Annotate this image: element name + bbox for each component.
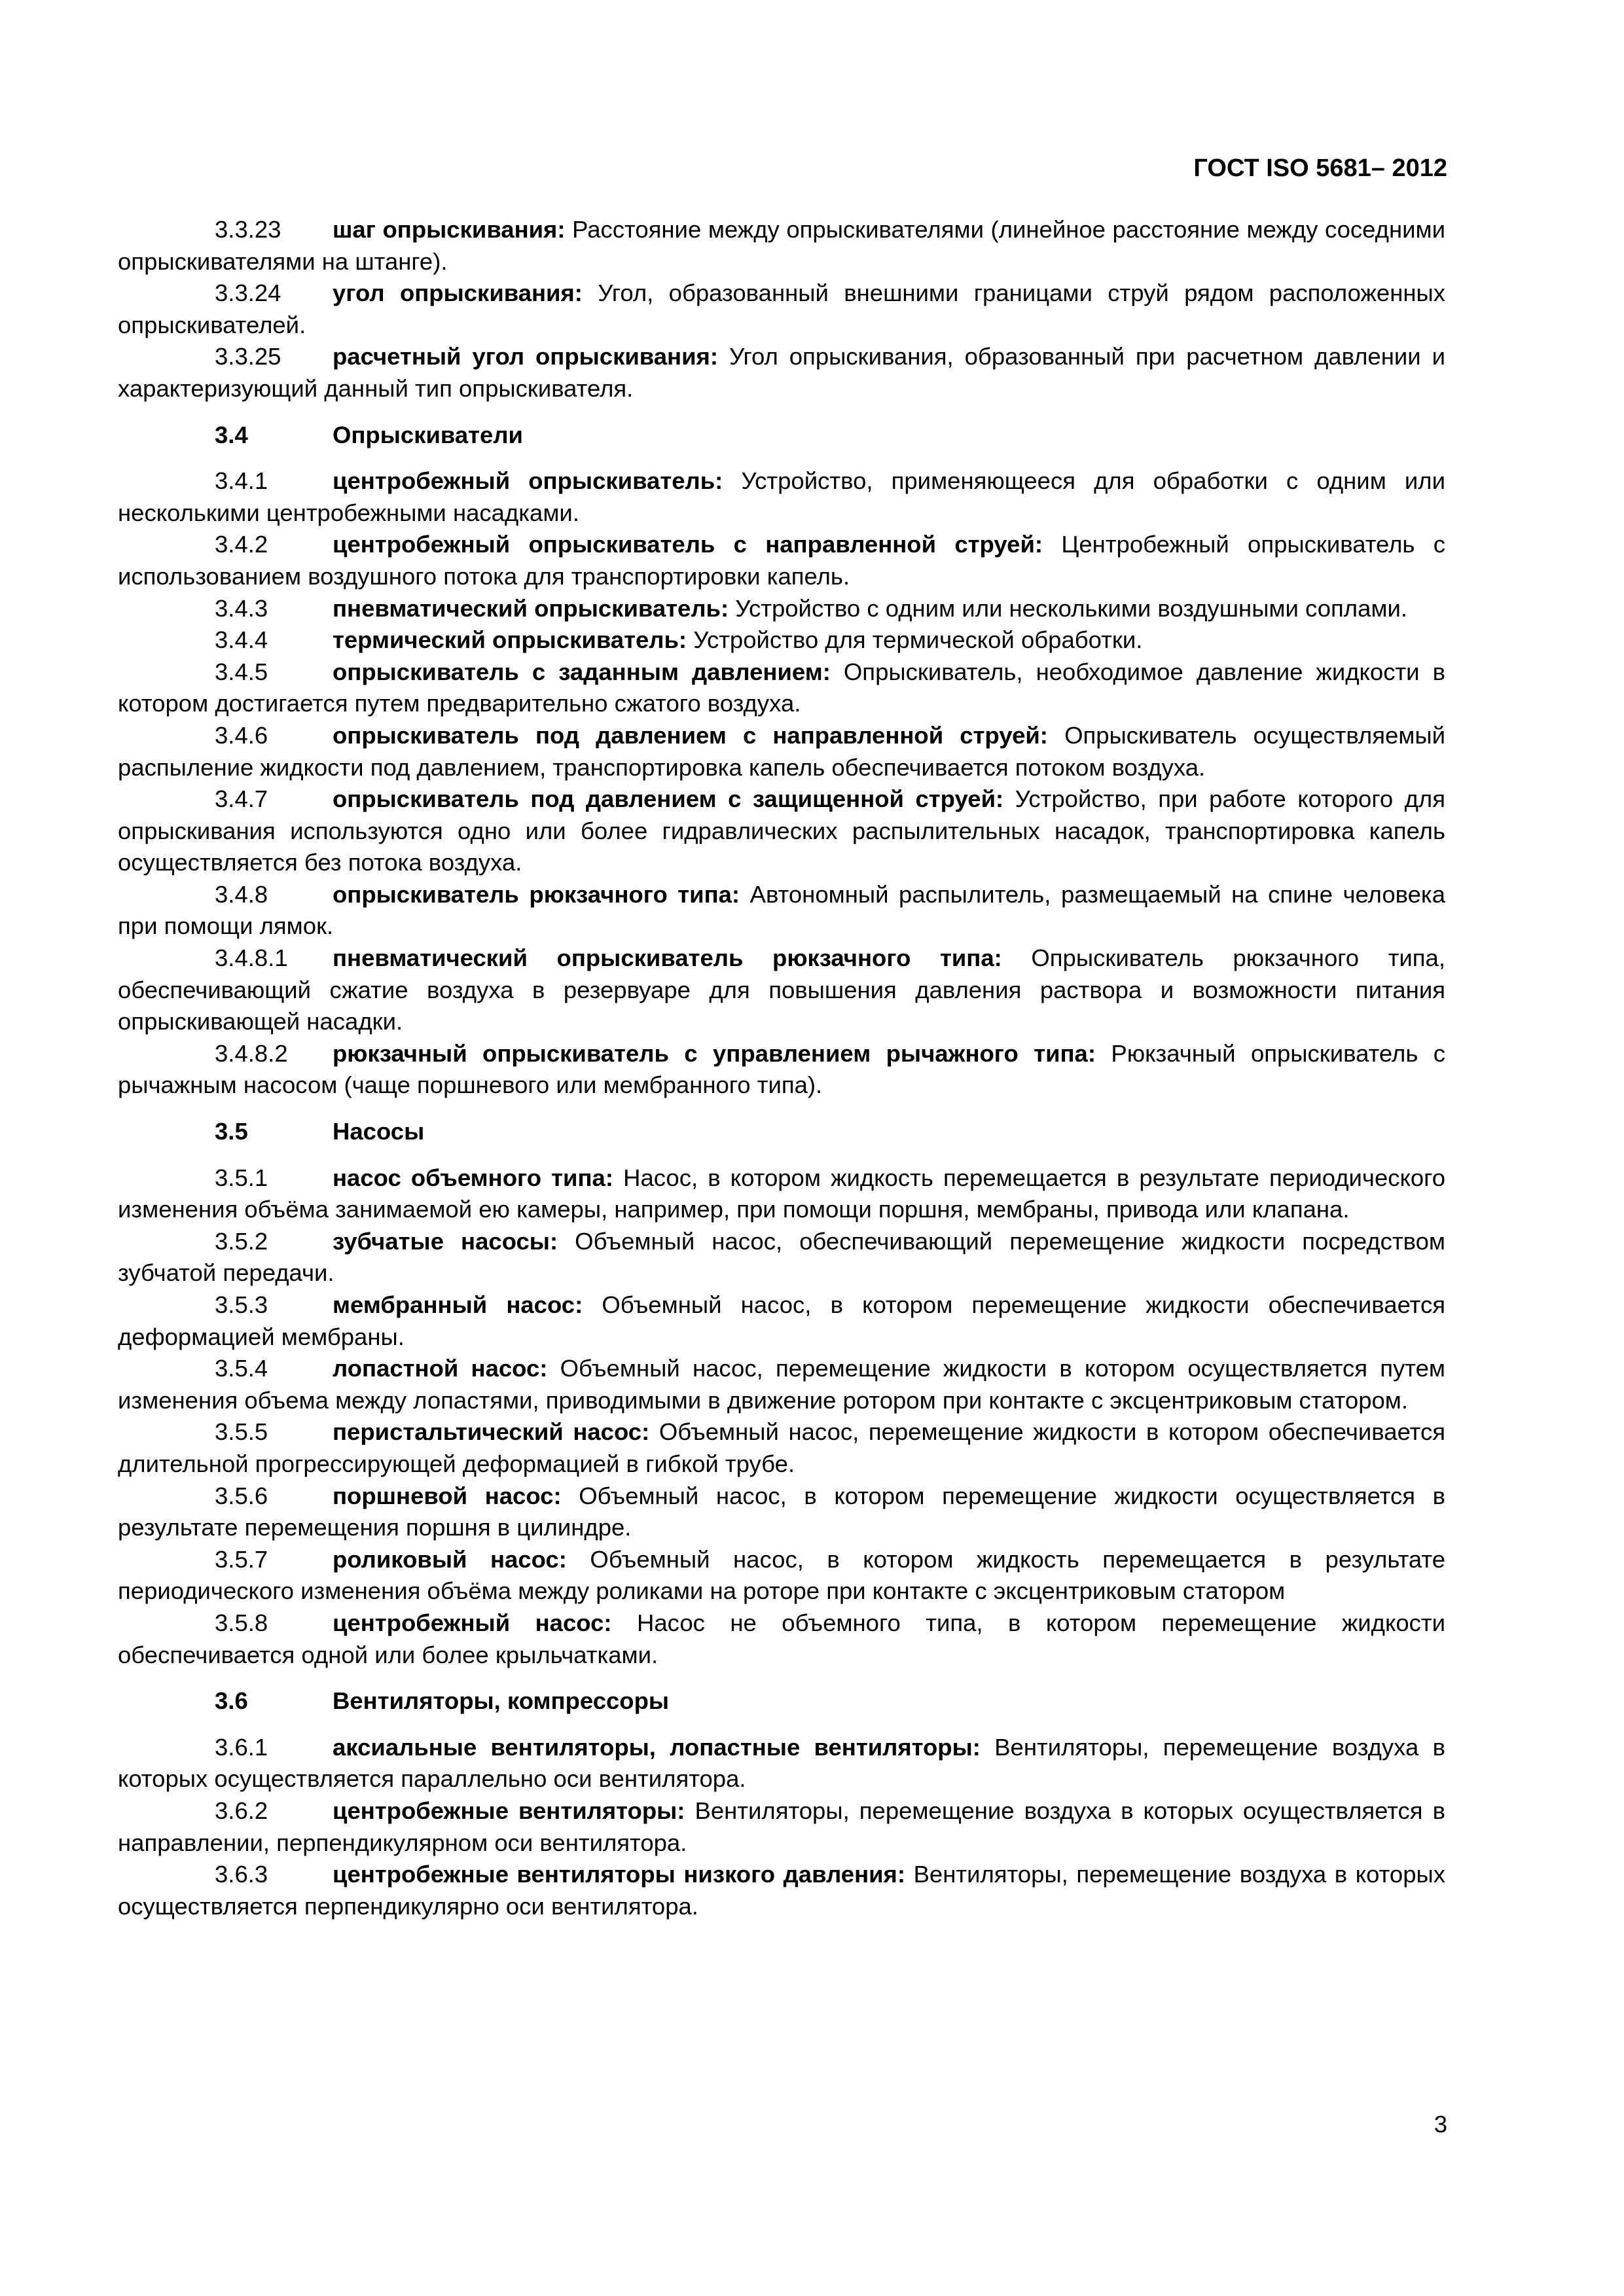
definition-entry — [118, 656, 1445, 720]
entry-definition: Вентиляторы, перемещение воздуха в которых осуществляется перпендикулярно оси вентилятора. — [118, 1861, 1445, 1920]
entry-number: 3.3.25 — [215, 343, 281, 370]
entry-term: центробежный опрыскиватель с направленной струей: — [333, 531, 1043, 558]
page-number: 3 — [1434, 2111, 1447, 2138]
document-header-id: ГОСТ ISO 5681– 2012 — [1193, 154, 1447, 182]
definition-entry — [118, 624, 1445, 656]
entry-term: центробежный опрыскиватель: — [333, 467, 723, 495]
entry-definition: Объемный насос, в котором жидкость перемещается в результате периодического изменения объёма между роликами на роторе при контакте с эксцентриковым статором — [118, 1545, 1445, 1605]
entry-number: 3.4.1 — [215, 467, 268, 495]
entry-number: 3.5.1 — [215, 1164, 268, 1191]
definition-entry — [118, 1480, 1445, 1544]
entry-number: 3.5.7 — [215, 1545, 268, 1573]
entry-definition: Угол, образованный внешними границами струй рядом расположенных опрыскивателей. — [118, 279, 1445, 338]
entry-definition: Расстояние между опрыскивателями (линейное расстояние между соседними опрыскивателями на штанге). — [118, 216, 1445, 275]
entry-definition: Объемный насос, в котором перемещение жидкости осуществляется в результате перемещения поршня в цилиндре. — [118, 1482, 1445, 1541]
definition-entry — [118, 879, 1445, 942]
definition-entry — [118, 465, 1445, 529]
definition-entry — [118, 1038, 1445, 1102]
section-heading — [118, 1116, 1445, 1148]
entry-term: роликовый насос: — [333, 1545, 567, 1573]
section-heading — [118, 420, 1445, 452]
definition-entry — [118, 720, 1445, 783]
entry-term: опрыскиватель под давлением с защищенной струей: — [333, 785, 1004, 813]
entry-term: пневматический опрыскиватель: — [333, 594, 729, 622]
entry-definition: Вентиляторы, перемещение воздуха в которых осуществляется в направлении, перпендикулярном оси вентилятора. — [118, 1797, 1445, 1856]
entry-number: 3.5.4 — [215, 1355, 268, 1382]
entry-term: опрыскиватель под давлением с направленной струей: — [333, 721, 1048, 749]
entry-term: расчетный угол опрыскивания: — [333, 343, 718, 370]
entry-definition: Центробежный опрыскиватель с использованием воздушного потока для транспортировки капель. — [118, 531, 1446, 590]
entry-definition: Устройство для термической обработки. — [687, 626, 1143, 654]
entry-number: 3.4.8 — [215, 880, 268, 908]
definition-entry — [118, 214, 1445, 278]
entry-definition: Устройство, при работе которого для опрыскивания используются одно или более гидравлических распылительных насадок, транспортировка капель осуществляется без потока воздуха. — [118, 785, 1445, 876]
entry-number: 3.5.5 — [215, 1418, 268, 1446]
entry-term: центробежный насос: — [333, 1609, 612, 1636]
entry-number: 3.4.8.1 — [215, 944, 288, 972]
entry-definition: Объемный насос, перемещение жидкости в котором обеспечивается длительной прогрессирующей деформацией в гибкой трубе. — [118, 1418, 1445, 1477]
entry-definition: Опрыскиватель рюкзачного типа, обеспечивающий сжатие воздуха в резервуаре для повышения давления раствора и возможности питания опрыскивающей насадки. — [118, 944, 1445, 1035]
entry-definition: Устройство с одним или несколькими воздушными соплами. — [729, 594, 1407, 622]
entry-term: центробежные вентиляторы: — [333, 1797, 685, 1824]
entry-term: насос объемного типа: — [333, 1164, 613, 1191]
definition-entry — [118, 1795, 1445, 1859]
entry-number: 3.4.5 — [215, 658, 268, 685]
section-title: Вентиляторы, компрессоры — [333, 1687, 670, 1715]
entry-term: мембранный насос: — [333, 1291, 583, 1318]
definition-entry — [118, 1289, 1445, 1353]
definition-entry — [118, 529, 1445, 592]
entry-term: шаг опрыскивания: — [333, 216, 566, 243]
definition-entry — [118, 942, 1445, 1038]
entry-term: угол опрыскивания: — [333, 279, 583, 307]
entry-definition: Рюкзачный опрыскиватель с рычажным насосом (чаще поршневого или мембранного типа). — [118, 1039, 1445, 1099]
entry-definition: Объемный насос, перемещение жидкости в котором осуществляется путем изменения объема между лопастями, приводимыми в движение ротором при контакте с эксцентриковым статором. — [118, 1355, 1445, 1414]
entry-term: опрыскиватель рюкзачного типа: — [333, 880, 740, 908]
definition-entry — [118, 1732, 1445, 1795]
entry-number: 3.5.6 — [215, 1482, 268, 1509]
entry-number: 3.4.3 — [215, 594, 268, 622]
entry-definition: Насос, в котором жидкость перемещается в результате периодического изменения объёма занимаемой ею камеры, например, при помощи поршня, мембраны, привода или клапана. — [118, 1164, 1445, 1223]
entry-definition: Объемный насос, обеспечивающий перемещение жидкости посредством зубчатой передачи. — [118, 1227, 1446, 1287]
entry-definition: Автономный распылитель, размещаемый на спине человека при помощи лямок. — [118, 880, 1445, 940]
entry-number: 3.4.8.2 — [215, 1039, 288, 1067]
entry-term: аксиальные вентиляторы, лопастные вентиляторы: — [333, 1733, 981, 1761]
entry-term: центробежные вентиляторы низкого давления: — [333, 1861, 906, 1888]
entry-number: 3.5.3 — [215, 1291, 268, 1318]
entry-definition: Насос не объемного типа, в котором перемещение жидкости обеспечивается одной или более крыльчатками. — [118, 1609, 1445, 1668]
section-title: Опрыскиватели — [333, 421, 523, 448]
entry-term: рюкзачный опрыскиватель с управлением рычажного типа: — [333, 1039, 1096, 1067]
section-title: Насосы — [333, 1118, 425, 1145]
entry-term: опрыскиватель с заданным давлением: — [333, 658, 831, 685]
definition-entry — [118, 1353, 1445, 1416]
definition-entry — [118, 1544, 1445, 1607]
entry-number: 3.6.2 — [215, 1797, 268, 1824]
definition-entry — [118, 278, 1445, 341]
entry-term: пневматический опрыскиватель рюкзачного типа: — [333, 944, 1002, 972]
entry-term: термический опрыскиватель: — [333, 626, 687, 654]
entry-definition: Опрыскиватель, необходимое давление жидкости в котором достигается путем предварительно сжатого воздуха. — [118, 658, 1445, 717]
entry-number: 3.6.3 — [215, 1861, 268, 1888]
entry-number: 3.3.23 — [215, 216, 281, 243]
entry-number: 3.4.2 — [215, 531, 268, 558]
definition-entry — [118, 1859, 1445, 1922]
definition-entry — [118, 1226, 1445, 1289]
entry-definition: Объемный насос, в котором перемещение жидкости обеспечивается деформацией мембраны. — [118, 1291, 1445, 1350]
entry-term: поршневой насос: — [333, 1482, 562, 1509]
entry-number: 3.3.24 — [215, 279, 281, 307]
section-number: 3.4 — [215, 421, 248, 448]
entry-definition: Угол опрыскивания, образованный при расчетном давлении и характеризующий данный тип опрыскивателя. — [118, 343, 1445, 402]
definition-entry — [118, 783, 1445, 879]
entry-number: 3.4.4 — [215, 626, 268, 654]
definition-entry — [118, 1162, 1445, 1226]
definition-entry — [118, 1607, 1445, 1671]
document-body — [118, 214, 1445, 1922]
section-heading — [118, 1685, 1445, 1717]
entry-term: перистальтический насос: — [333, 1418, 650, 1446]
entry-term: зубчатые насосы: — [333, 1227, 558, 1255]
definition-entry — [118, 1416, 1445, 1480]
definition-entry — [118, 593, 1445, 625]
definition-entry — [118, 341, 1445, 404]
entry-number: 3.5.2 — [215, 1227, 268, 1255]
entry-number: 3.4.6 — [215, 721, 268, 749]
section-number: 3.5 — [215, 1118, 248, 1145]
entry-definition: Вентиляторы, перемещение воздуха в которых осуществляется параллельно оси вентилятора. — [118, 1733, 1445, 1793]
entry-definition: Опрыскиватель осуществляемый распыление жидкости под давлением, транспортировка капель обеспечивается потоком воздуха. — [118, 721, 1445, 781]
entry-term: лопастной насос: — [333, 1355, 548, 1382]
entry-number: 3.4.7 — [215, 785, 268, 813]
entry-definition: Устройство, применяющееся для обработки с одним или несколькими центробежными насадками. — [118, 467, 1445, 526]
entry-number: 3.6.1 — [215, 1733, 268, 1761]
section-number: 3.6 — [215, 1687, 248, 1715]
entry-number: 3.5.8 — [215, 1609, 268, 1636]
